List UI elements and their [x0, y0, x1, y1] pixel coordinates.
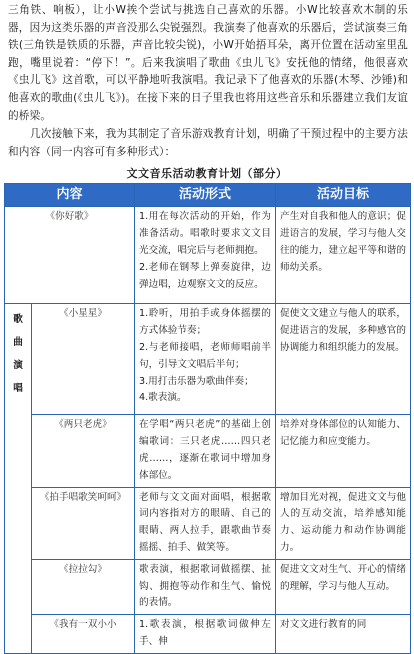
category-char: 唱 [13, 382, 23, 394]
category-char: 曲 [13, 337, 23, 349]
song-cell: 《拍手唱歌笑呵呵》 [32, 487, 135, 559]
activity-plan-table [4, 183, 411, 653]
song-cell: 《小星星》 [32, 304, 135, 415]
table-row [5, 304, 411, 415]
goal-cell: 增加目光对视，促进文文与他人的互动交流，培养感知能力、运动能力和动作协调能力。 [276, 487, 411, 559]
goal-cell: 促进文文对生气、开心的情绪的理解，学习与他人互动。 [276, 559, 411, 614]
table-row [5, 615, 411, 654]
category-cell [5, 304, 32, 653]
song-cell: 《我有一双小小 [32, 615, 135, 654]
header-content: 内容 [5, 184, 135, 207]
goal-cell: 产生对自我和他人的意识；促进语言的发展，学习与他人交往的能力，建立起平等和谐的师幼关系。 [276, 207, 411, 304]
table-row [5, 559, 411, 614]
goal-cell: 培养对身体部位的认知能力、记忆能力和应变能力。 [276, 415, 411, 487]
table-row [5, 487, 411, 559]
header-goal: 活动目标 [276, 184, 411, 207]
table-row [5, 415, 411, 487]
category-char: 演 [13, 359, 23, 371]
table-title: 文文音乐活动教育计划（部分） [126, 167, 288, 181]
goal-cell: 促使文文建立与他人的联系，促进语言的发展，多种感官的协调能力和组织能力的发展。 [276, 304, 411, 415]
category-char: 歌 [13, 314, 23, 326]
form-cell [135, 304, 276, 415]
form-cell: 在学唱“两只老虎”的基础上创编歌词：三只老虎……四只老虎……，逐渐在歌词中增加身体部位。 [135, 415, 276, 487]
song-cell: 《你好歌》 [5, 207, 135, 304]
header-form: 活动形式 [135, 184, 276, 207]
form-cell [135, 207, 276, 304]
form-cell: 老师与文文面对面唱，根据歌词内容指对方的眼睛、自己的眼睛、两人拉手，跟歌曲节奏摇摇、拍手、做笑等。 [135, 487, 276, 559]
table-row [5, 207, 411, 304]
form-cell: 1.歌表演，根据歌词做伸左手、伸 [135, 615, 276, 654]
form-text: 1.用在每次活动的开始，作为准备活动。唱歌时要求文文目光交流，唱完后与老师拥抱。 2.老师在钢琴上弹奏旋律，边弹边唱，边观察文文的反应。 [139, 211, 272, 290]
table-header-row [5, 184, 411, 207]
goal-cell: 对文文进行教育的同 [276, 615, 411, 654]
form-cell: 歌表演，根据歌词做摇摆、扯钩、拥抱等动作和生气、愉悦的表情。 [135, 559, 276, 614]
intro-paragraph-1: 三角铁、响板），让小W挨个尝试与挑选自己喜欢的乐器。小W比较喜欢木制的乐器，因为这类乐器的声音没那么尖锐强烈。我演奏了他喜欢的乐器后，尝试演奏三角铁(三角铁是铁质的乐器，声音比较尖锐)，小W开始捂耳朵，离开位置在活动室里乱跑，嘴里说着：“停下！”。后来我演唱了歌曲《虫儿飞》安抚他的情绪，他很喜欢《虫儿飞》这首歌，可以平静地听我演唱。我记录下了他喜欢的乐器(木琴、沙锤)和他喜欢的歌曲(《虫儿飞》)。在接下来的日子里我也将用这些音乐和乐器建立我们友谊的桥梁。 [8, 4, 408, 122]
form-text: 1.聆听，用拍手或身体摇摆的方式体验节奏； 2.与老师接唱，老师师唱前半句，引导文文唱后半句； 3.用打击乐器为歌曲伴奏； 4.歌表演。 [139, 308, 272, 404]
intro-paragraph-2: 几次接触下来，我为其制定了音乐游戏教育计划，明确了干预过程中的主要方法和内容（同一内容可有多种形式）： [8, 128, 408, 158]
song-cell: 《两只老虎》 [32, 415, 135, 487]
song-cell: 《拉拉勾》 [32, 559, 135, 614]
